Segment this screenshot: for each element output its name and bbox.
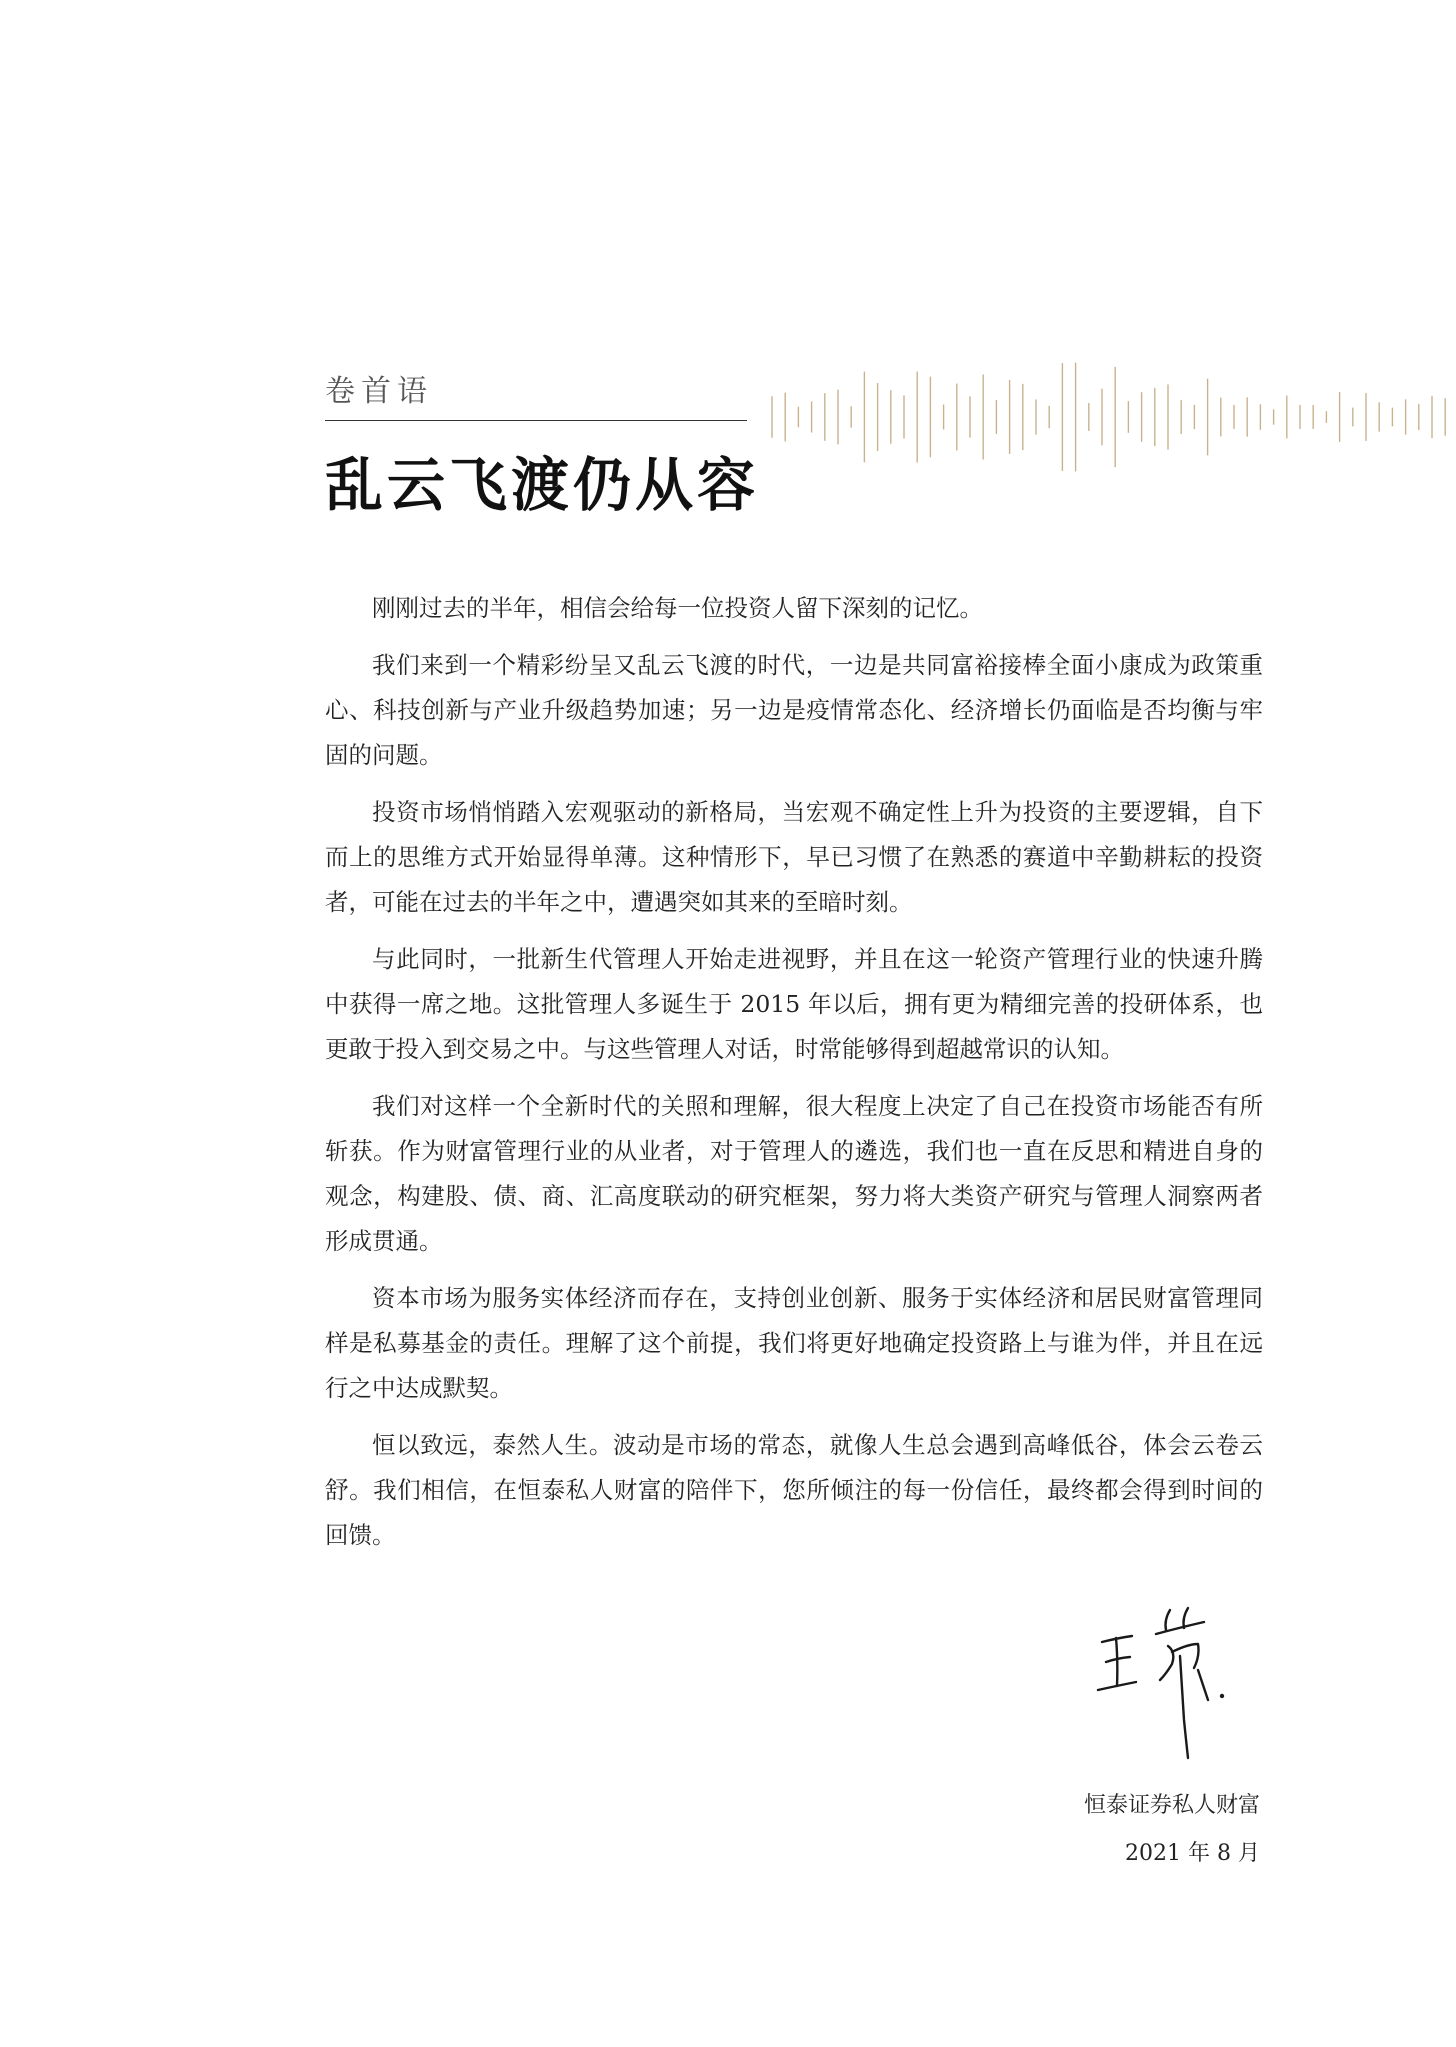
- organization-name: 恒泰证券私人财富: [1083, 1793, 1260, 1818]
- paragraph: 刚刚过去的半年，相信会给每一位投资人留下深刻的记忆。: [372, 594, 983, 622]
- paragraph: 我们对这样一个全新时代的关照和理解，很大程度上决定了自己在投资市场能否有所斩获。作为财富管理行业的从业者，对于管理人的遴选，我们也一直在反思和精进自身的观念，构建股、债、商、汇高度联动的研究框架，努力将大类资产研究与管理人洞察两者形成贯通。: [325, 1092, 1263, 1255]
- section-label: 卷首语: [325, 374, 433, 409]
- paragraph: 资本市场为服务实体经济而存在，支持创业创新、服务于实体经济和居民财富管理同样是私募基金的责任。理解了这个前提，我们将更好地确定投资路上与谁为伴，并且在远行之中达成默契。: [325, 1284, 1263, 1402]
- page-title: 乱云飞渡仍从容: [325, 451, 760, 519]
- body-text: [325, 586, 1263, 1570]
- signoff-date: 2021 年 8 月: [1125, 1841, 1260, 1866]
- signoff: [1084, 1782, 1260, 1878]
- paragraph: 我们来到一个精彩纷呈又乱云飞渡的时代，一边是共同富裕接棒全面小康成为政策重心、科技创新与产业升级趋势加速；另一边是疫情常态化、经济增长仍面临是否均衡与牢固的问题。: [325, 651, 1263, 769]
- handwritten-signature-icon: [1080, 1600, 1280, 1760]
- paragraph: 与此同时，一批新生代管理人开始走进视野，并且在这一轮资产管理行业的快速升腾中获得一席之地。这批管理人多诞生于 2015 年以后，拥有更为精细完善的投研体系，也更敢于投入到交易之中。与这些管理人对话，时常能够得到超越常识的认知。: [325, 945, 1263, 1063]
- title-divider: [325, 420, 747, 421]
- soundwave-lines-icon: [770, 358, 1456, 476]
- paragraph: 恒以致远，泰然人生。波动是市场的常态，就像人生总会遇到高峰低谷，体会云卷云舒。我们相信，在恒泰私人财富的陪伴下，您所倾注的每一份信任，最终都会得到时间的回馈。: [325, 1431, 1263, 1549]
- paragraph: 投资市场悄悄踏入宏观驱动的新格局，当宏观不确定性上升为投资的主要逻辑，自下而上的思维方式开始显得单薄。这种情形下，早已习惯了在熟悉的赛道中辛勤耕耘的投资者，可能在过去的半年之中，遭遇突如其来的至暗时刻。: [325, 798, 1263, 916]
